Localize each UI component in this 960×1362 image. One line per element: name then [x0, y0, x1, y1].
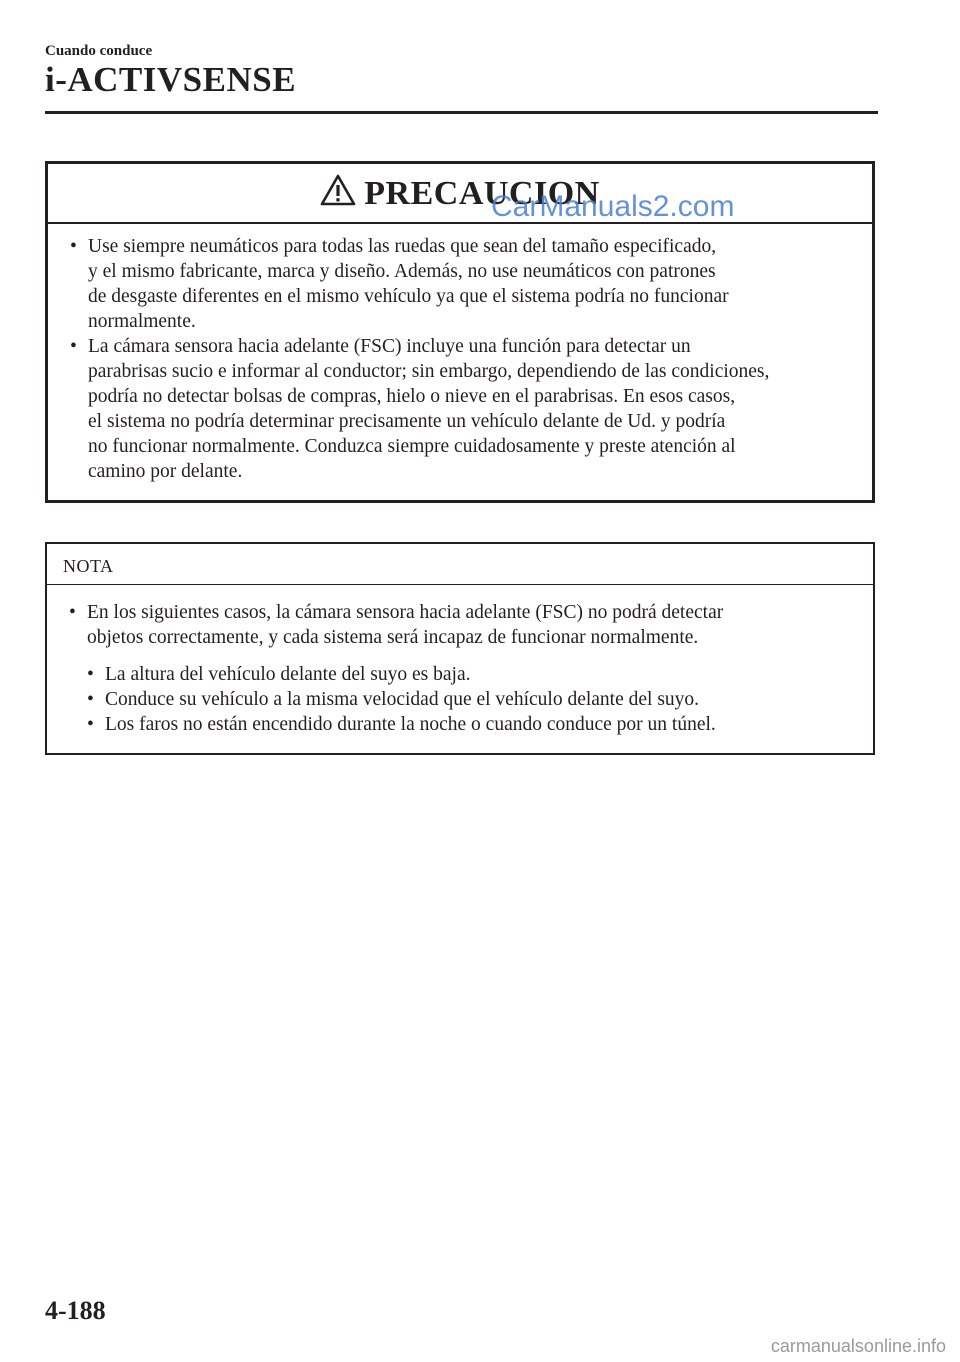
section-title: Cuando conduce: [45, 43, 153, 59]
caution-list: [48, 234, 864, 484]
page-header: [45, 42, 878, 100]
caution-line: normalmente.: [88, 311, 196, 332]
warning-triangle-icon: [320, 174, 356, 216]
note-box: [45, 542, 875, 755]
bullet: •: [70, 236, 77, 257]
page-number: 4-188: [45, 1296, 106, 1325]
chapter-title: i-ACTIVSENSE: [45, 60, 297, 99]
bullet: •: [87, 689, 94, 710]
note-item: [47, 600, 865, 650]
caution-line: no funcionar normalmente. Conduzca siempre cuidadosamente y preste atención al: [88, 436, 736, 457]
caution-header: [48, 164, 872, 224]
caution-title: PRECAUCION: [364, 175, 600, 212]
caution-box: [45, 161, 875, 503]
caution-line: de desgaste diferentes en el mismo vehículo ya que el sistema podría no funcionar: [88, 286, 729, 307]
caution-line: camino por delante.: [88, 461, 243, 482]
caution-line: el sistema no podría determinar precisamente un vehículo delante de Ud. y podría: [88, 411, 726, 432]
caution-line: y el mismo fabricante, marca y diseño. Además, no use neumáticos con patrones: [88, 261, 716, 282]
caution-item: [48, 234, 864, 334]
bullet: •: [69, 602, 76, 623]
note-subitem: [47, 662, 865, 687]
note-subitem-text: Conduce su vehículo a la misma velocidad que el vehículo delante del suyo.: [105, 689, 700, 710]
caution-line: Use siempre neumáticos para todas las ruedas que sean del tamaño especificado,: [88, 236, 717, 257]
caution-body: [48, 224, 872, 484]
note-list: [47, 600, 865, 650]
bullet: •: [87, 664, 94, 685]
note-title: NOTA: [63, 556, 114, 576]
note-header: [47, 544, 873, 585]
caution-title-row: [48, 174, 872, 216]
note-subitem: [47, 712, 865, 737]
watermark-text: CarManuals2.com: [491, 190, 735, 223]
note-subitem: [47, 687, 865, 712]
note-sublist: [47, 662, 865, 737]
footer-watermark: carmanualsonline.info: [770, 1336, 946, 1356]
note-body: [47, 585, 873, 737]
caution-item: [48, 334, 864, 484]
note-subitem-text: La altura del vehículo delante del suyo es baja.: [105, 664, 471, 685]
note-line: objetos correctamente, y cada sistema será incapaz de funcionar normalmente.: [87, 627, 699, 648]
caution-line: La cámara sensora hacia adelante (FSC) incluye una función para detectar un: [88, 336, 691, 357]
header-rule: [45, 111, 878, 114]
bullet: •: [87, 714, 94, 735]
caution-line: parabrisas sucio e informar al conductor; sin embargo, dependiendo de las condiciones,: [88, 361, 770, 382]
note-subitem-text: Los faros no están encendido durante la noche o cuando conduce por un túnel.: [105, 714, 716, 735]
caution-line: podría no detectar bolsas de compras, hielo o nieve en el parabrisas. En esos casos,: [88, 386, 736, 407]
note-line: En los siguientes casos, la cámara sensora hacia adelante (FSC) no podrá detectar: [87, 602, 724, 623]
bullet: •: [70, 336, 77, 357]
